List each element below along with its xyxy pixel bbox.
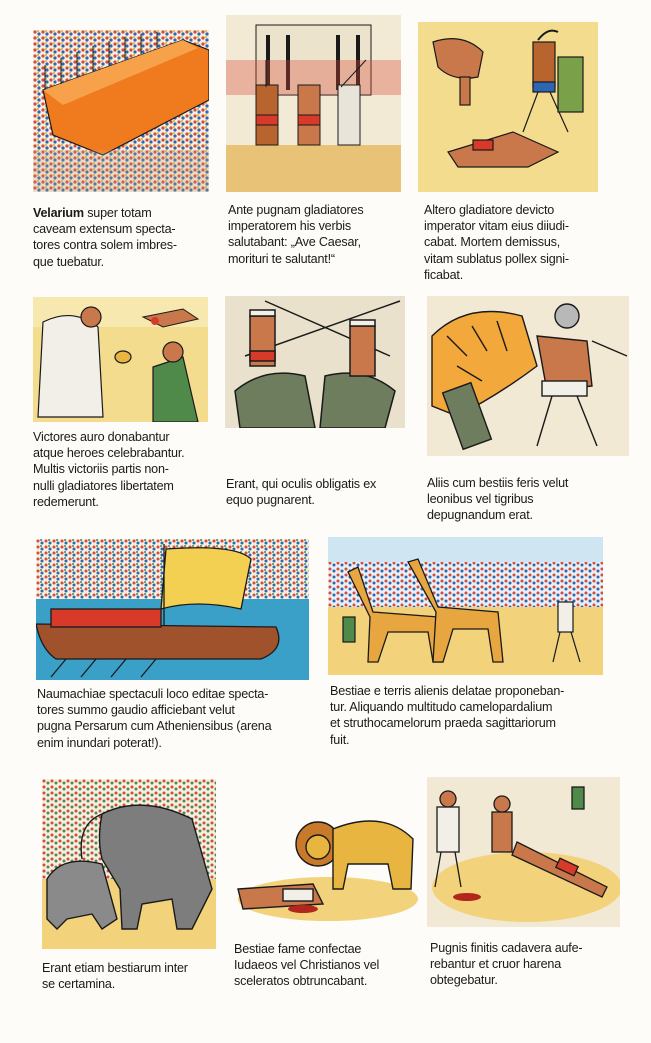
velarium-text: super totam caveam extensum specta- tores contra solem imbres- que tuebatur. bbox=[33, 206, 177, 269]
caption-damnatio: Bestiae fame confectae Iudaeos vel Christianos vel sceleratos obtruncabant. bbox=[234, 942, 380, 989]
caption-bestiarii: Aliis cum bestiis feris velut leonibus vel tigribus depugnandum erat. bbox=[427, 476, 569, 523]
velarium-term: Velarium bbox=[33, 206, 84, 220]
caption-velarium bbox=[33, 205, 213, 270]
caption-salute: Ante pugnam gladiatores imperatorem his verbis salutabant: „Ave Caesar, morituri te salutant!“ bbox=[228, 203, 364, 266]
caption-victores: Victores auro donabantur atque heroes celebrabantur. Multis victoriis partis non- nulli gladiatores libertatem redemerunt. bbox=[33, 430, 185, 509]
caption-venatio: Bestiae e terris alienis delatae proponeban- tur. Aliquando multitudo camelopardalium et struthocamelorum praeda sagittariorum fuit. bbox=[330, 684, 565, 747]
lion-victims-illustration bbox=[233, 809, 418, 924]
victors-rewarded-illustration bbox=[33, 297, 208, 422]
naumachia-illustration bbox=[36, 539, 309, 680]
carrying-bodies-illustration bbox=[427, 777, 620, 927]
caption-andabatae: Erant, qui oculis obligatis ex equo pugnarent. bbox=[226, 477, 377, 508]
caption-bestiae-inter-se: Erant etiam bestiarum inter se certamina. bbox=[42, 961, 188, 992]
elephant-rhino-illustration bbox=[42, 779, 216, 949]
giraffe-hunt-illustration bbox=[328, 537, 603, 675]
blindfolded-riders-illustration bbox=[225, 296, 405, 428]
caption-spoliarium: Pugnis finitis cadavera aufe- rebantur et cruor harena obtegebatur. bbox=[430, 941, 583, 988]
thumb-verdict-illustration bbox=[418, 22, 598, 192]
caption-pollex: Altero gladiatore devicto imperator vitam eius diiudi- cabat. Mortem demissus, vitam sublatus pollex signi- ficabat. bbox=[424, 203, 569, 282]
gladiators-salute-illustration bbox=[226, 15, 401, 192]
tiger-fight-illustration bbox=[427, 296, 629, 456]
velarium-illustration bbox=[33, 30, 209, 192]
caption-naumachia: Naumachiae spectaculi loco editae specta- tores summo gaudio afficiebant velut pugna Persarum cum Atheniensibus (arena enim inundari poterat!). bbox=[37, 687, 272, 750]
